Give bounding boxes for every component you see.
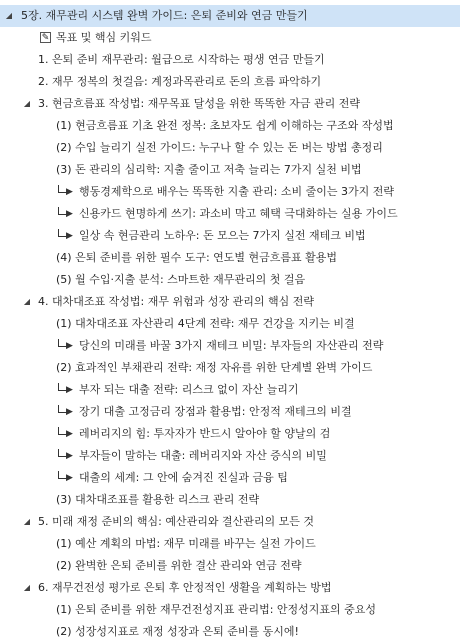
tree-item[interactable] [0, 401, 460, 423]
tree-item[interactable] [0, 423, 460, 445]
tree-item-label: 3. 현금흐름표 작성법: 재무목표 달성을 위한 똑똑한 자금 관리 전략 [38, 97, 360, 110]
tree-item-label: 1. 은퇴 준비 재무관리: 월급으로 시작하는 평생 연금 만들기 [38, 53, 325, 66]
tree-item[interactable] [0, 247, 460, 269]
expand-toggle-icon[interactable]: ◢ [23, 99, 31, 108]
arrow-right-icon: ▶ [66, 451, 73, 461]
tree-item[interactable] [0, 379, 460, 401]
tree-item-label: 부자 되는 대출 전략: 리스크 없이 자산 늘리기 [79, 383, 299, 396]
tree-item[interactable] [0, 621, 460, 643]
tree-item[interactable] [0, 599, 460, 621]
tree-item[interactable] [0, 27, 460, 49]
expand-toggle-icon[interactable]: ◢ [5, 11, 13, 20]
tree-item[interactable] [0, 159, 460, 181]
tree-item[interactable] [0, 137, 460, 159]
tree-item-label: 6. 재무건전성 평가로 은퇴 후 안정적인 생활을 계획하는 방법 [38, 581, 332, 594]
tree-item-label: 2. 재무 정복의 첫걸음: 계정과목관리로 돈의 흐름 파악하기 [38, 75, 322, 88]
tree-item-label: 당신의 미래를 바꿀 3가지 재테크 비밀: 부자들의 자산관리 전략 [79, 339, 384, 352]
tree-item[interactable] [0, 335, 460, 357]
tree-item[interactable] [0, 71, 460, 93]
document-icon: ✎ [41, 33, 50, 43]
arrow-right-icon: ▶ [66, 231, 73, 241]
tree-item[interactable] [0, 489, 460, 511]
arrow-right-icon: ▶ [66, 209, 73, 219]
arrow-right-icon: ▶ [66, 341, 73, 351]
tree-item-label: (2) 수입 늘리기 실전 가이드: 누구나 할 수 있는 돈 버는 방법 총정리 [56, 141, 383, 154]
tree-item-label: (1) 대차대조표 자산관리 4단계 전략: 재무 건강을 지키는 비결 [56, 317, 355, 330]
tree-item[interactable] [0, 5, 460, 27]
arrow-right-icon: ▶ [66, 407, 73, 417]
expand-toggle-icon[interactable]: ◢ [23, 297, 31, 306]
tree-item[interactable] [0, 269, 460, 291]
tree-item-label: 5. 미래 재정 준비의 핵심: 예산관리와 결산관리의 모든 것 [38, 515, 314, 528]
tree-item-label: (5) 월 수입·지출 분석: 스마트한 재무관리의 첫 걸음 [56, 273, 306, 286]
tree-item[interactable] [0, 49, 460, 71]
tree-item-label: 5장. 재무관리 시스템 완벽 가이드: 은퇴 준비와 연금 만들기 [21, 9, 308, 22]
tree-item[interactable] [0, 93, 460, 115]
tree-item-label: (3) 돈 관리의 심리학: 지출 줄이고 저축 늘리는 7가지 실천 비법 [56, 163, 362, 176]
tree-item-label: (3) 대차대조표를 활용한 리스크 관리 전략 [56, 493, 260, 506]
tree-item[interactable] [0, 291, 460, 313]
tree-item-label: (1) 은퇴 준비를 위한 재무건전성지표 관리법: 안정성지표의 중요성 [56, 603, 377, 616]
tree-item-label: 신용카드 현명하게 쓰기: 과소비 막고 혜택 극대화하는 실용 가이드 [79, 207, 398, 220]
arrow-right-icon: ▶ [66, 473, 73, 483]
tree-item-label: 목표 및 핵심 키워드 [56, 31, 152, 44]
tree-item[interactable] [0, 533, 460, 555]
tree-item-label: 레버리지의 힘: 투자자가 반드시 알아야 할 양날의 검 [79, 427, 331, 440]
tree-item[interactable] [0, 577, 460, 599]
tree-item-label: (4) 은퇴 준비를 위한 필수 도구: 연도별 현금흐름표 활용법 [56, 251, 338, 264]
tree-item-label: 대출의 세계: 그 안에 숨겨진 진실과 금융 팁 [79, 471, 288, 484]
arrow-right-icon: ▶ [66, 385, 73, 395]
tree-item-label: (2) 성장성지표로 재정 성장과 은퇴 준비를 동시에! [56, 625, 299, 638]
tree-item[interactable] [0, 225, 460, 247]
tree-item-label: (1) 예산 계획의 마법: 재무 미래를 바꾸는 실전 가이드 [56, 537, 316, 550]
tree-item[interactable] [0, 203, 460, 225]
tree-item-label: 행동경제학으로 배우는 똑똑한 지출 관리: 소비 줄이는 3가지 전략 [79, 185, 394, 198]
expand-toggle-icon[interactable]: ◢ [23, 583, 31, 592]
tree-item-label: 4. 대차대조표 작성법: 재무 위험과 성장 관리의 핵심 전략 [38, 295, 314, 308]
tree-item-label: (2) 완벽한 은퇴 준비를 위한 결산 관리와 연금 전략 [56, 559, 302, 572]
arrow-right-icon: ▶ [66, 429, 73, 439]
arrow-right-icon: ▶ [66, 187, 73, 197]
tree-item[interactable] [0, 313, 460, 335]
tree-item[interactable] [0, 357, 460, 379]
tree-item[interactable] [0, 115, 460, 137]
tree-item-label: 부자들이 말하는 대출: 레버리지와 자산 증식의 비밀 [79, 449, 327, 462]
tree-item[interactable] [0, 467, 460, 489]
tree-item-label: (2) 효과적인 부채관리 전략: 재정 자유를 위한 단계별 완벽 가이드 [56, 361, 373, 374]
tree-item-label: 장기 대출 고정금리 장점과 활용법: 안정적 재테크의 비결 [79, 405, 352, 418]
tree-item[interactable] [0, 555, 460, 577]
tree-item-label: (1) 현금흐름표 기초 완전 정복: 초보자도 쉽게 이해하는 구조와 작성법 [56, 119, 394, 132]
tree-item[interactable] [0, 445, 460, 467]
tree-item-label: 일상 속 현금관리 노하우: 돈 모으는 7가지 실전 재테크 비법 [79, 229, 366, 242]
expand-toggle-icon[interactable]: ◢ [23, 517, 31, 526]
tree-item[interactable] [0, 181, 460, 203]
tree-item[interactable] [0, 511, 460, 533]
